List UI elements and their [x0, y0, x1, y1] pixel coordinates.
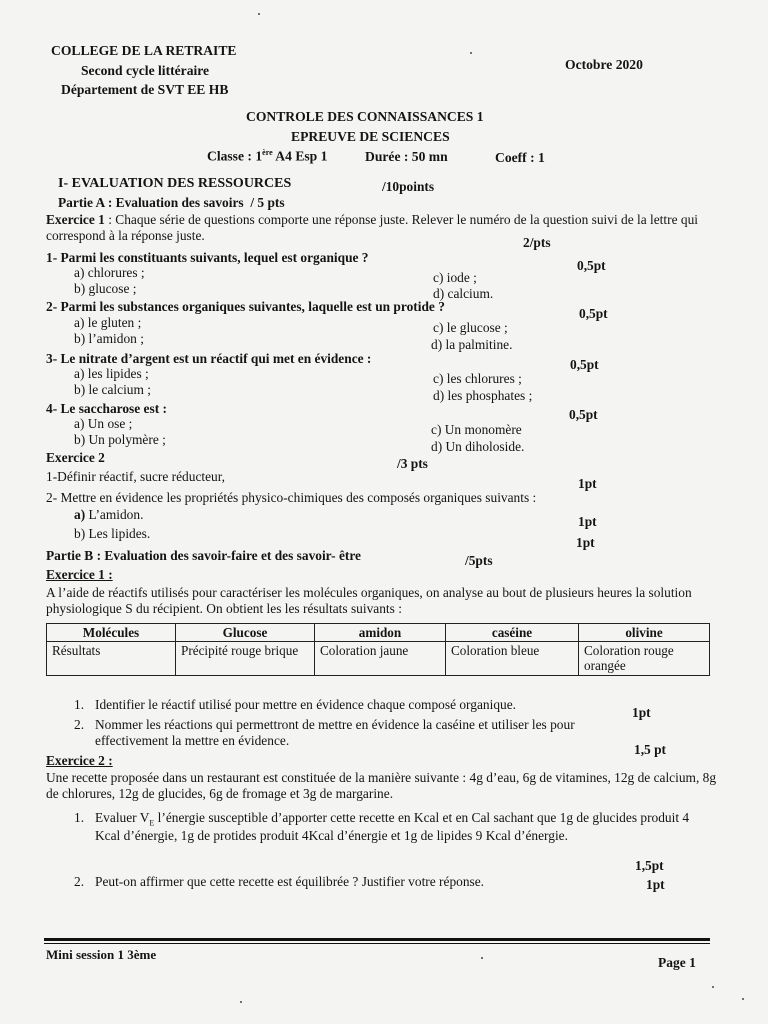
scan-speck [481, 957, 483, 959]
table-header-cell: caséine [446, 624, 579, 642]
exercise-2-item-a [74, 507, 143, 522]
exercise-2-item-b: b) Les lipides. [74, 526, 151, 541]
exam-duration: Durée : 50 mn [365, 149, 448, 164]
table-header-cell: Glucose [176, 624, 315, 642]
class-sup: ère [262, 148, 273, 157]
question-1-option-b: b) glucose ; [74, 281, 137, 296]
question-3: 3- Le nitrate d’argent est un réactif qui met en évidence : [46, 351, 372, 366]
question-1-option-c: c) iode ; [433, 270, 477, 285]
department: Département de SVT EE HB [61, 82, 229, 97]
question-2: 2- Parmi les substances organiques suivantes, laquelle est un protide ? [46, 299, 445, 314]
question-4-option-d: d) Un diholoside. [431, 439, 525, 454]
class-rest: A4 Esp 1 [272, 148, 328, 164]
exam-date: Octobre 2020 [565, 57, 643, 72]
exercise-b2-question-2-number: 2. [74, 874, 85, 889]
part-a-points: / 5 pts [250, 195, 285, 210]
question-1-points: 0,5pt [577, 258, 606, 273]
exercise-2-question-1-points: 1pt [578, 476, 597, 491]
exercise-b1-label: Exercice 1 : [46, 567, 113, 582]
question-2-option-a: a) le gluten ; [74, 315, 142, 330]
table-cell: Coloration jaune [315, 642, 446, 675]
exercise-2-item-a-points: 1pt [578, 514, 597, 529]
exercise-b1-question-1-points: 1pt [632, 705, 651, 720]
exercise-2-item-a-label: a) [74, 507, 86, 522]
exam-title: CONTROLE DES CONNAISSANCES 1 [246, 109, 484, 124]
table-cell: Coloration bleue [446, 642, 579, 675]
question-3-option-d: d) les phosphates ; [433, 388, 533, 403]
table-header-cell: amidon [315, 624, 446, 642]
question-2-option-c: c) le glucose ; [433, 320, 508, 335]
exercise-b1-question-2-number: 2. [74, 717, 85, 732]
exercise-b1-question-2: Nommer les réactions qui permettront de mettre en évidence la caséine et utiliser les pour effectivement la mettre en évidence. [95, 717, 575, 749]
exercise-b2-question-2-points: 1pt [646, 877, 665, 892]
table-row [47, 642, 710, 675]
section-title: I- EVALUATION DES RESSOURCES [58, 176, 292, 191]
energy-variable: Evaluer V [95, 810, 150, 825]
question-4-option-a: a) Un ose ; [74, 416, 133, 431]
exercise-b2-question-1-text: l’énergie susceptible d’apporter cette recette en Kcal et en Cal sachant que 1g de glucides produit 4 Kcal d’énergie, 1g de protides produit 4Kcal d’énergie et 1g de lipides 9 Kcal d’énergie. [95, 810, 690, 844]
exercise-b2-question-1-points: 1,5pt [635, 858, 664, 873]
question-1-option-d: d) calcium. [433, 286, 494, 301]
section-points: /10points [382, 179, 435, 194]
footer-page-number: Page 1 [658, 955, 696, 970]
scan-speck [712, 986, 714, 988]
exercise-1-instructions [46, 212, 718, 245]
footer-rule [44, 938, 710, 941]
question-2-option-b: b) l’amidon ; [74, 331, 144, 346]
part-b-points: /5pts [465, 553, 493, 568]
question-4-option-b: b) Un polymère ; [74, 432, 166, 447]
exercise-b2-question-1 [95, 810, 701, 845]
exercise-2-points: /3 pts [397, 456, 428, 471]
exercise-2-question-1: 1-Définir réactif, sucre réducteur, [46, 469, 226, 484]
exercise-2-item-a-text: L’amidon. [85, 507, 144, 522]
exercise-b1-question-1-number: 1. [74, 697, 85, 712]
exercise-b2-label: Exercice 2 : [46, 753, 113, 768]
exercise-b1-question-2-points: 1,5 pt [634, 742, 666, 757]
results-table [46, 623, 710, 676]
exercise-b2-question-1-number: 1. [74, 810, 85, 825]
scan-speck [258, 13, 260, 15]
footer-rule-thin [44, 943, 710, 944]
question-3-option-a: a) les lipides ; [74, 366, 149, 381]
scan-speck [742, 998, 744, 1000]
part-a-title [58, 195, 285, 210]
exercise-1-label: Exercice 1 [46, 212, 105, 227]
question-2-points: 0,5pt [579, 306, 608, 321]
table-cell: Précipité rouge brique [176, 642, 315, 675]
question-4-points: 0,5pt [569, 407, 598, 422]
exercise-2-label: Exercice 2 [46, 450, 105, 465]
question-3-points: 0,5pt [570, 357, 599, 372]
exercise-2-question-2: 2- Mettre en évidence les propriétés physico-chimiques des composés organiques suivants : [46, 490, 537, 505]
scan-speck [240, 1001, 242, 1003]
question-4: 4- Le saccharose est : [46, 401, 167, 416]
question-1-option-a: a) chlorures ; [74, 265, 145, 280]
exercise-2-item-b-points: 1pt [576, 535, 595, 550]
exercise-b2-text: Une recette proposée dans un restaurant est constituée de la manière suivante : 4g d’eau, 6g de vitamines, 12g de calcium, 8g de chlorures, 12g de glucides, 6g de fromage et 3g de margarine. [46, 770, 717, 802]
exercise-1-points: 2/pts [523, 235, 551, 250]
exam-class [207, 148, 327, 164]
energy-subscript: E [149, 818, 155, 828]
exercise-1-text: : Chaque série de questions comporte une réponse juste. Relever le numéro de la question suivi de la lettre qui correspond à la réponse juste. [46, 212, 698, 244]
table-cell: Coloration rouge orangée [579, 642, 710, 675]
part-b-title: Partie B : Evaluation des savoir-faire et des savoir- être [46, 548, 361, 563]
exercise-b1-text: A l’aide de réactifs utilisés pour caractériser les molécules organiques, on analyse au bout de plusieurs heures la solution physiologique S du récipient. On obtient les les résultats suivants : [46, 585, 692, 617]
question-1: 1- Parmi les constituants suivants, lequel est organique ? [46, 250, 369, 265]
class-prefix: Classe : 1 [207, 148, 263, 164]
school-name: COLLEGE DE LA RETRAITE [51, 43, 237, 58]
question-2-option-d: d) la palmitine. [431, 337, 513, 352]
question-3-option-b: b) le calcium ; [74, 382, 151, 397]
footer-session: Mini session 1 3ème [46, 947, 157, 962]
question-3-option-c: c) les chlorures ; [433, 371, 522, 386]
exercise-b1-question-1: Identifier le réactif utilisé pour mettre en évidence chaque composé organique. [95, 697, 517, 712]
cycle: Second cycle littéraire [81, 63, 210, 78]
exercise-b2-question-2: Peut-on affirmer que cette recette est équilibrée ? Justifier votre réponse. [95, 874, 485, 889]
table-header-cell: olivine [579, 624, 710, 642]
table-cell: Résultats [47, 642, 176, 675]
exam-coeff: Coeff : 1 [495, 150, 545, 165]
scan-speck [470, 52, 472, 54]
part-a-label: Partie A : Evaluation des savoirs [58, 195, 244, 210]
question-4-option-c: c) Un monomère [431, 422, 522, 437]
results-table-header-row [47, 624, 710, 642]
exam-subtitle: EPREUVE DE SCIENCES [291, 129, 450, 144]
table-header-cell: Molécules [47, 624, 176, 642]
